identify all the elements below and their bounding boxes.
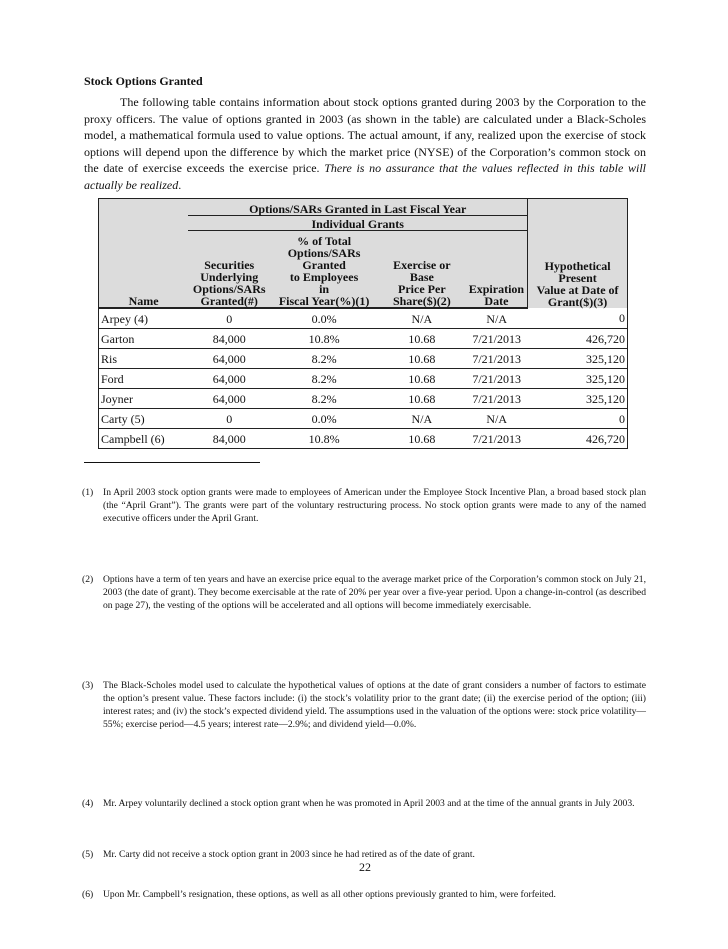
intro-text: The following table contains information about stock options granted during 2003 by the Corporation to the proxy officers. The value of options granted in 2003 (as shown in the table) are calculated under a Black-Scholes model, a mathematical formula used to value options. The actual amount, if any, realized upon the exercise of stock options will depend upon the difference by which the market price (NYSE) of the Corporation’s common stock on the date of exercise exceeds the exercise price. (84, 95, 646, 175)
table-row: Arpey (4) 0 0.0% N/A N/A 0 (99, 308, 628, 329)
col-value-header: Hypothetical Present Value at Date of Grant($)(3) (528, 199, 628, 309)
table-row: Campbell (6) 84,000 10.8% 10.68 7/21/2013 426,720 (99, 429, 628, 449)
stock-options-table (98, 198, 628, 449)
footnote: (6) Upon Mr. Campbell’s resignation, these options, as well as all other options previously granted to him, were forfeited. (82, 889, 556, 900)
col-name-header: Name (99, 231, 189, 309)
col-percent-header: % of Total Options/SARs Granted to Employees in Fiscal Year(%)(1) (270, 231, 378, 309)
col-securities-header: Securities Underlying Options/SARs Granted(#) (188, 231, 270, 309)
section-heading: Stock Options Granted (84, 74, 203, 88)
footnote: (1) In April 2003 stock option grants were made to employees of American under the Employee Stock Incentive Plan, a broad based stock plan (the “April Grant”). The grants were part of the voluntary restructuring process. No stock option grants were made to any of the named executive officers under the April Grant. (82, 487, 646, 524)
intro-italic-text: There is no assurance that the values reflected in this table will actually be realized (84, 161, 647, 192)
table-row: Garton 84,000 10.8% 10.68 7/21/2013 426,720 (99, 329, 628, 349)
footnote-divider (84, 462, 260, 463)
footnote: (2) Options have a term of ten years and have an exercise price equal to the average market price of the Corporation’s common stock on July 21, 2003 (the date of grant). They become exercisable at the rate of 20% per year over a five-year period. Upon a change-in-control (as described on page 27), the vesting of the options will be accelerated and all options will become immediately exercisable. (82, 574, 646, 611)
footnote: (5) Mr. Carty did not receive a stock option grant in 2003 since he had retired as of the date of grant. (82, 849, 475, 860)
col-expiration-header: Expiration Date (466, 231, 528, 309)
intro-paragraph: The following table contains information about stock options granted during 2003 by the Corporation to the proxy officers. The value of options granted in 2003 (as shown in the table) are calculated under a Black-Scholes model, a mathematical formula used to value options. The actual amount, if any, realized upon the exercise of stock options will depend upon the difference by which the market price (NYSE) of the Corporation’s common stock on the date of exercise exceeds the exercise price. There is no assurance that the values reflected in this table will actually be realized. (84, 95, 647, 192)
table-row: Carty (5) 0 0.0% N/A N/A 0 (99, 409, 628, 429)
footnote: (4) Mr. Arpey voluntarily declined a stock option grant when he was promoted in April 2003 and at the time of the annual grants in July 2003. (82, 798, 635, 809)
page-number: 22 (359, 860, 371, 874)
table-row: Ford 64,000 8.2% 10.68 7/21/2013 325,120 (99, 369, 628, 389)
sub-header: Individual Grants (188, 216, 527, 231)
group-header: Options/SARs Granted in Last Fiscal Year (188, 199, 527, 216)
col-exercise-header: Exercise or Base Price Per Share($)(2) (378, 231, 466, 309)
table-row: Ris 64,000 8.2% 10.68 7/21/2013 325,120 (99, 349, 628, 369)
footnote: (3) The Black-Scholes model used to calculate the hypothetical values of options at the date of grant considers a number of factors to estimate the option’s present value. These factors include: (i) the stock’s volatility prior to the grant date; (ii) the exercise period of the option; (iii) interest rates; and (iv) the stock’s expected dividend yield. The assumptions used in the valuation of the options were: stock price volatility—55%; exercise period—4.5 years; interest rate—2.9%; and dividend yield—0.0%. (82, 680, 646, 730)
table-row: Joyner 64,000 8.2% 10.68 7/21/2013 325,120 (99, 389, 628, 409)
